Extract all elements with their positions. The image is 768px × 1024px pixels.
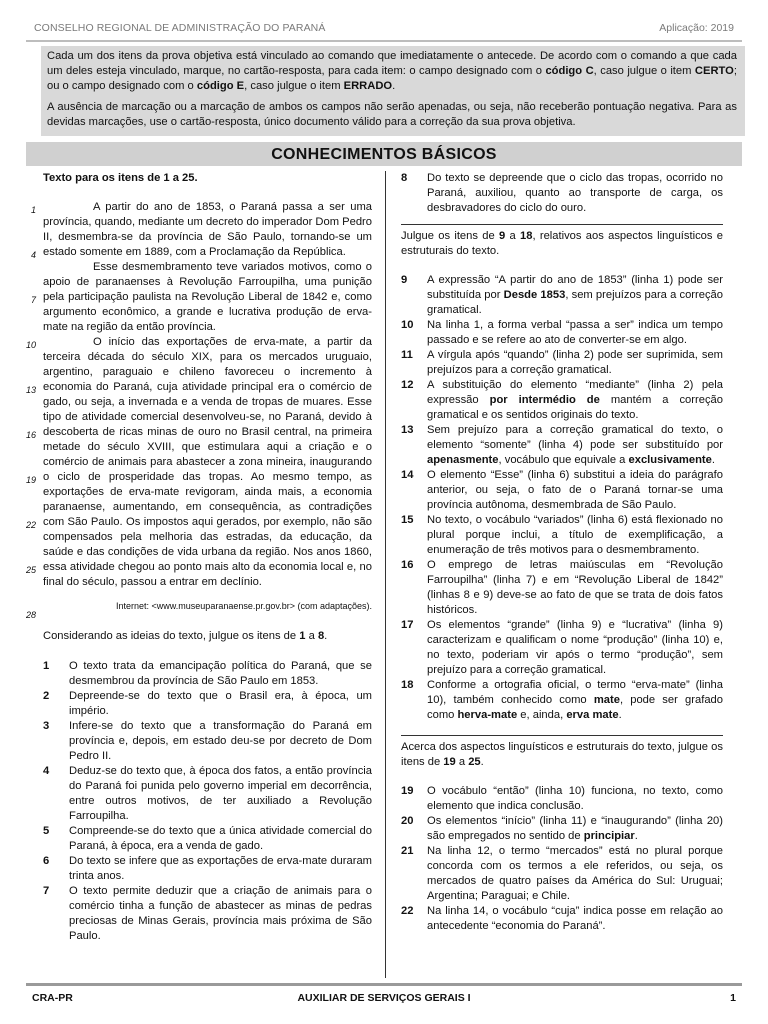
question-item-3 [43,719,372,764]
question-item-13 [401,423,723,468]
instructions-paragraph-1: Cada um dos itens da prova objetiva está vinculado ao comando que imediatamente o antecede. De acordo com o comando a que cada um deles esteja vinculado, marque, no cartão-resposta, para cada item: o campo designado com o código C, caso julgue o item CERTO; ou o campo designado com o código E, caso julgue o item ERRADO. [47,50,737,92]
column-divider [385,171,386,978]
group1-prompt: Considerando as ideias do texto, julgue os itens de 1 a 8. [43,630,328,642]
item-number: 20 [401,815,414,827]
question-item-4 [43,764,372,824]
passage-source: Internet: <www.museuparanaense.pr.gov.br> (com adaptações). [116,601,372,611]
line-number: 10 [25,340,36,350]
instructions-box [41,46,745,136]
question-item-20 [401,814,723,844]
item-number: 7 [43,885,50,897]
item-text: O elemento “Esse” (linha 6) substitui a ideia do parágrafo anterior, ou seja, o fato de o Paraná tornar-se uma província autônoma, desmembrada de São Paulo. [427,469,723,511]
question-item-2 [43,689,372,719]
item-number: 18 [401,679,414,691]
line-number: 13 [25,385,36,395]
item-text: Depreende-se do texto que o Brasil era, à época, um império. [69,690,372,717]
item-text: Sem prejuízo para a correção gramatical do texto, o elemento “somente” (linha 4) pode ser substituído por apenasmente, vocábulo que equivale a exclusivamente. [427,424,723,466]
footer-rule [26,983,742,986]
question-item-6 [43,854,372,884]
item-number: 14 [401,469,414,481]
item-number: 10 [401,319,414,331]
item-number: 8 [401,172,408,184]
item-number: 6 [43,855,50,867]
item-text: O texto trata da emancipação política do Paraná, que se desmembrou da província de São Paulo em 1853. [69,660,372,687]
question-item-16 [401,558,723,618]
item-text: Na linha 1, a forma verbal “passa a ser” indica um tempo passado e se refere ao ato de converter-se em algo. [427,319,723,346]
item-text: Os elementos “grande” (linha 9) e “lucrativa” (linha 9) caracterizam e qualificam o nome “produção” (linha 10) e, no texto, poderiam vir após o termo “produção”, sem prejuízo para a correção gramatical. [427,619,723,676]
item-number: 11 [401,349,413,361]
line-number: 4 [30,250,36,260]
question-item-17 [401,618,723,678]
item-number: 13 [401,424,414,436]
application-year: Aplicação: 2019 [659,22,734,34]
line-number: 7 [30,295,36,305]
question-item-15 [401,513,723,558]
line-number: 25 [25,565,36,575]
passage-paragraph-3: O início das exportações de erva-mate, a partir da terceira década do século XIX, para os mercados uruguaio, argentino, paraguaio e chileno favoreceu o incremento à economia do Paraná, cuja atividade principal era o comércio de gado, ou seja, a invernada e a venda de tropas de muares. Esse tipo de atividade comercial desenvolveu-se, no Paraná, devido à descoberta de ricas minas de ouro no Brasil central, na primeira metade do século XVIII, que estimulara aqui a criação e o comércio de animais para abastecer a zona mineira, inaugurando o ciclo de prosperidade das tropas. Ao mesmo tempo, as exportações de erva-mate revigoram, ainda mais, a economia paranaense, aumentando, em consequência, as contradições com São Paulo. Os impostos aqui gerados, por exemplo, não são compensados pela melhoria das estradas, da educação, da saúde e das condições de vida urbana da região. Nos anos 1860, essa atividade chegou ao ponto mais alto da economia local e, no final do século, passou a entrar em declínio. [43,336,372,588]
item-text: Infere-se do texto que a transformação do Paraná em província e, depois, em estado deu-se por decreto de Dom Pedro II. [69,720,372,762]
left-column [25,171,372,944]
page-number: 1 [730,992,736,1004]
passage-paragraph-2: Esse desmembramento teve variados motivos, como o apoio de paranaenses à Revolução Farroupilha, uma punição pela participação paulista na Revolução Liberal de 1842 e, como argumento econômico, a grande e lucrativa produção de erva-mate na região da então província. [43,261,372,333]
question-item-19 [401,784,723,814]
item-number: 5 [43,825,50,837]
question-item-7 [43,884,372,944]
item-text: Na linha 14, o vocábulo “cuja” indica posse em relação ao antecedente “economia do Paraná”. [427,905,723,932]
group-separator [401,224,723,225]
page-header [26,0,742,42]
item-number: 4 [43,765,50,777]
question-item-22 [401,904,723,934]
item-number: 12 [401,379,414,391]
item-text: Compreende-se do texto que a única atividade comercial do Paraná, à época, era a venda de gado. [69,825,372,852]
group1-items [43,659,372,944]
item-text: No texto, o vocábulo “variados” (linha 6) está flexionado no plural porque inclui, a título de exemplificação, a enumeração de três motivos para o desmembramento. [427,514,723,556]
question-item-5 [43,824,372,854]
item-text: A expressão “A partir do ano de 1853” (linha 1) pode ser substituída por Desde 1853, sem prejuízos para a correção gramatical. [427,274,724,316]
line-number: 19 [25,475,36,485]
question-item-10 [401,318,723,348]
line-number: 16 [25,430,36,440]
item-number: 1 [43,660,50,672]
item-text: Na linha 12, o termo “mercados” está no plural porque concorda com os termos a ele referidos, ou seja, os mercados de quatro países da América do Sul: Uruguai; Argentina; Paraguai; e Chile. [427,845,723,902]
group3-items [401,784,723,934]
item-text: Do texto se depreende que o ciclo das tropas, ocorrido no Paraná, auxiliou, quanto ao transporte de carga, os desbravadores do ciclo do ouro. [427,172,723,214]
item-text: Os elementos “início” (linha 11) e “inaugurando” (linha 20) são empregados no sentido de principiar. [427,815,723,842]
item-number: 3 [43,720,50,732]
item-number: 16 [401,559,414,571]
item-number: 22 [401,905,414,917]
instructions-paragraph-2: A ausência de marcação ou a marcação de ambos os campos não serão apenadas, ou seja, não receberão pontuação negativa. Para as devidas marcações, use o cartão-resposta, único documento válido para a correção da sua prova objetiva. [47,100,737,128]
question-item-1 [43,659,372,689]
question-item-8 [401,171,723,216]
item-number: 2 [43,690,50,702]
group2-items [401,273,723,723]
question-item-11 [401,348,723,378]
item-text: O vocábulo “então” (linha 10) funciona, no texto, como elemento que indica conclusão. [427,785,723,812]
item-text: A substituição do elemento “mediante” (linha 2) pela expressão por intermédio de mantém a correção gramatical e os sentidos originais do texto. [427,379,723,421]
question-item-14 [401,468,723,513]
item-text: Deduz-se do texto que, à época dos fatos, a então província do Paraná foi punida pelo governo imperial em decorrência, entre outros motivos, de ter auxiliado a Revolução Farroupilha. [69,765,372,822]
passage-heading: Texto para os itens de 1 a 25. [43,172,198,184]
item-text: A vírgula após “quando” (linha 2) pode ser suprimida, sem prejuízos para a correção gramatical. [427,349,723,376]
question-item-18 [401,678,723,723]
item-number: 21 [401,845,414,857]
question-item-21 [401,844,723,904]
item-text: Conforme a ortografia oficial, o termo “erva-mate” (linha 10), também conhecido como mate, pode ser grafado como herva-mate e, ainda, erva mate. [427,679,723,721]
organization-name: CONSELHO REGIONAL DE ADMINISTRAÇÃO DO PARANÁ [34,22,326,34]
group2-prompt: Julgue os itens de 9 a 18, relativos aos aspectos linguísticos e estruturais do texto. [401,230,723,257]
question-item-12 [401,378,723,423]
item-number: 17 [401,619,414,631]
footer-exam-title: AUXILIAR DE SERVIÇOS GERAIS I [297,992,471,1004]
line-number: 22 [25,520,36,530]
item-text: O emprego de letras maiúsculas em “Revolução Farroupilha” (linha 7) e em “Revolução Liberal de 1842” (linhas 8 e 9) deve-se ao fato de que se trata de dois fatos históricos. [427,559,723,616]
item-number: 9 [401,274,408,286]
item-text: O texto permite deduzir que a criação de animais para o comércio tinha a função de abastecer as minas de pedras preciosas de Minas Gerais, província mais próxima de São Paulo. [69,885,372,942]
question-item-9 [401,273,723,318]
item-number: 15 [401,514,414,526]
passage-paragraph-1: A partir do ano de 1853, o Paraná passa a ser uma província, quando, mediante um decreto do imperador Dom Pedro II, desmembra-se da província de São Paulo, tornando-se um estado somente em 1889, com a Proclamação da República. [43,201,372,258]
line-number: 28 [25,610,36,620]
group-separator [401,735,723,736]
group3-prompt: Acerca dos aspectos linguísticos e estruturais do texto, julgue os itens de 19 a 25. [401,741,723,768]
footer-organization: CRA-PR [32,992,73,1004]
section-title: CONHECIMENTOS BÁSICOS [26,142,742,166]
item-number: 19 [401,785,414,797]
line-number: 1 [30,205,36,215]
right-column [401,171,723,934]
item-text: Do texto se infere que as exportações de erva-mate duraram trinta anos. [69,855,372,882]
